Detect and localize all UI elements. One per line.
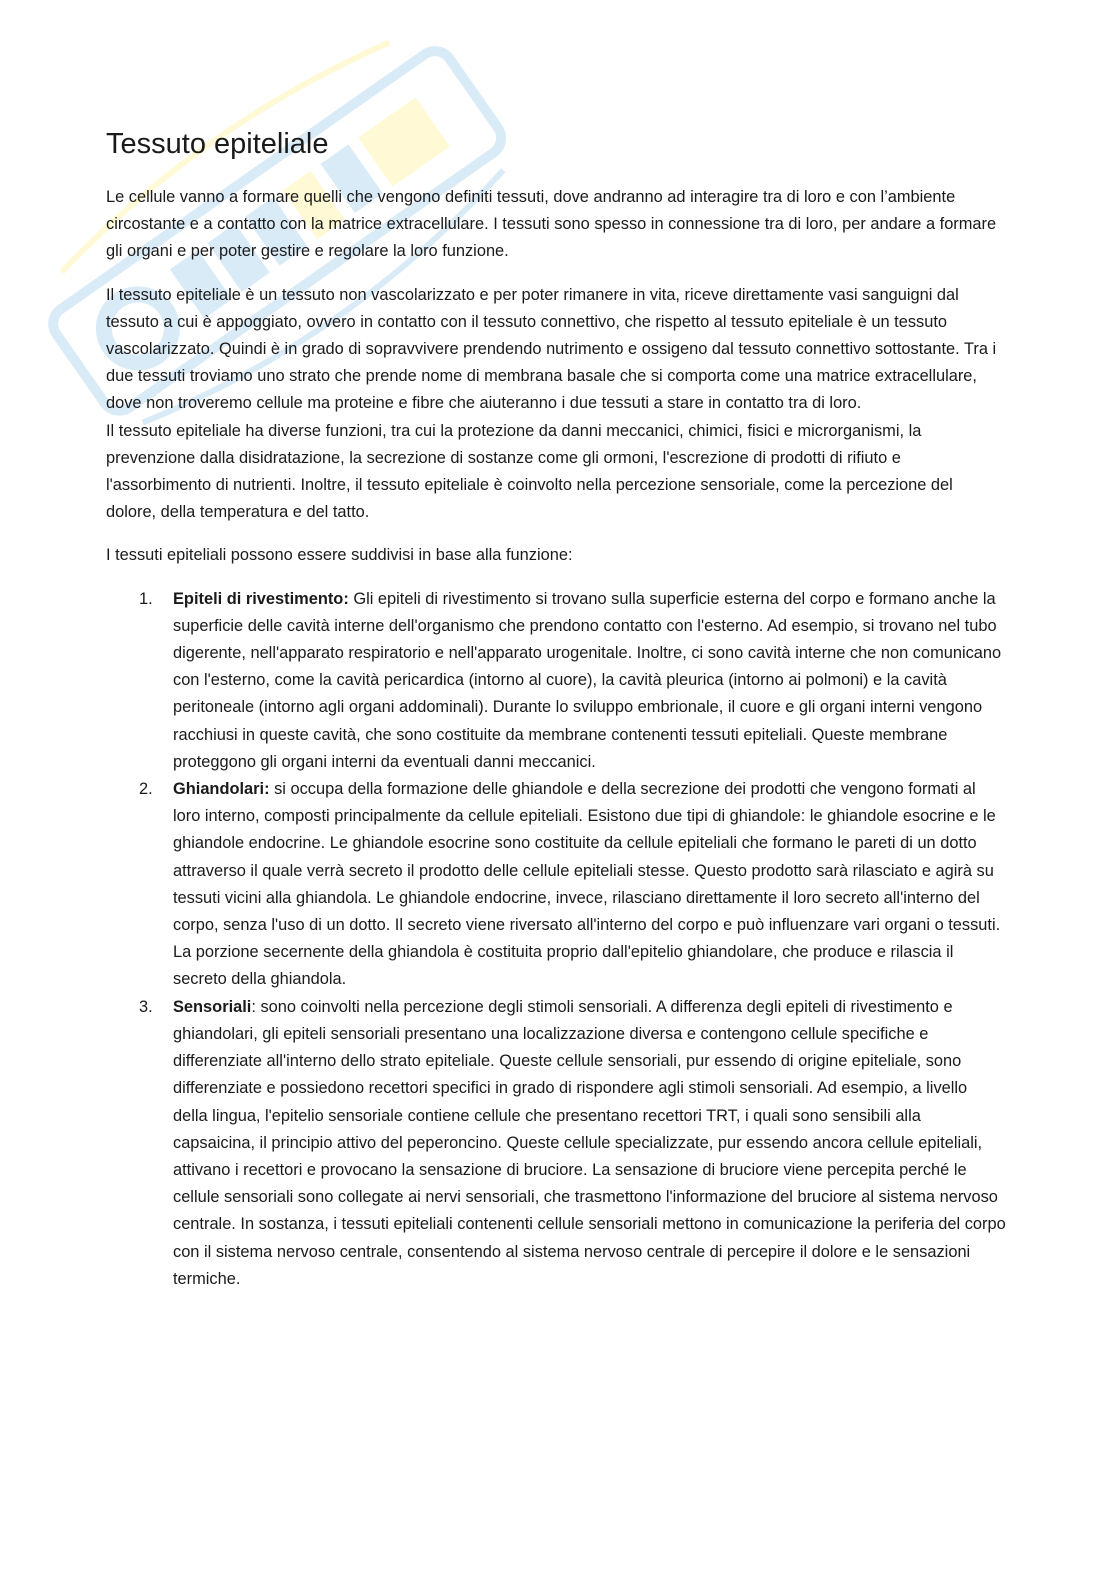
list-item [106, 776, 1006, 994]
paragraph-functions: Il tessuto epiteliale ha diverse funzioni, tra cui la protezione da danni meccanici, chimici, fisici e microrganismi, la prevenzione dalla disidratazione, la secrezione di sostanze come gli ormoni, l'escrezione di prodotti di rifiuto e l'assorbimento di nutrienti. Inoltre, il tessuto epiteliale è coinvolto nella percezione sensoriale, come la percezione del dolore, della temperatura e del tatto. [106, 421, 953, 522]
list-item-number: 3. [139, 997, 153, 1016]
list-item-term: Epiteli di rivestimento: [173, 589, 349, 608]
list-item [106, 586, 1006, 776]
document-page [106, 126, 1006, 1293]
list-item-text: : sono coinvolti nella percezione degli stimoli sensoriali. A differenza degli epiteli di rivestimento e ghiandolari, gli epiteli sensoriali presentano una localizzazione diversa e contengono cellule specifiche e differenziate all'interno dello strato epiteliale. Queste cellule sensoriali, pur essendo di origine epiteliale, sono differenziate e possiedono recettori specifici in grado di rispondere agli stimoli sensoriali. Ad esempio, a livello della lingua, l'epitelio sensoriale contiene cellule che presentano recettori TRT, i quali sono sensibili alla capsaicina, il principio attivo del peperoncino. Queste cellule specializzate, pur essendo ancora cellule epiteliali, attivano i recettori e provocano la sensazione di bruciore. La sensazione di bruciore viene percepita perché le cellule sensoriali sono collegate ai nervi sensoriali, che trasmettono l'informazione del bruciore al sistema nervoso centrale. In sostanza, i tessuti epiteliali contenenti cellule sensoriali mettono in comunicazione la periferia del corpo con il sistema nervoso centrale, consentendo al sistema nervoso centrale di percepire il dolore e le sensazioni termiche. [173, 997, 1006, 1288]
paragraph-vascularization: Il tessuto epiteliale è un tessuto non vascolarizzato e per poter rimanere in vita, riceve direttamente vasi sanguigni dal tessuto a cui è appoggiato, ovvero in contatto con il tessuto connettivo, che rispetto al tessuto epiteliale è un tessuto vascolarizzato. Quindi è in grado di sopravvivere prendendo nutrimento e ossigeno dal tessuto connettivo sottostante. Tra i due tessuti troviamo uno strato che prende nome di membrana basale che si comporta come una matrice extracellulare, dove non troveremo cellule ma proteine e fibre che aiuteranno i due tessuti a stare in contatto tra di loro. [106, 285, 997, 413]
list-item-number: 1. [139, 589, 153, 608]
paragraph-classification: I tessuti epiteliali possono essere suddivisi in base alla funzione: [106, 546, 573, 565]
list-item-text: si occupa della formazione delle ghiandole e della secrezione dei prodotti che vengono formati al loro interno, composti principalmente da cellule epiteliali. Esistono due tipi di ghiandole: le ghiandole esocrine e le ghiandole endocrine. Le ghiandole esocrine sono costituite da cellule epiteliali che formano le pareti di un dotto attraverso il quale verrà secreto il prodotto delle cellule epiteliali stesse. Questo prodotto sarà rilasciato e agirà su tessuti vicini alla ghiandola. Le ghiandole endocrine, invece, rilasciano direttamente il loro secreto all'interno del corpo, senza l'uso di un dotto. Il secreto viene riversato all'interno del corpo e può influenzare vari organi o tessuti. La porzione secernente della ghiandola è costituita proprio dall'epitelio ghiandolare, che produce e rilascia il secreto della ghiandola. [173, 780, 1001, 989]
list-item [106, 994, 1006, 1293]
page-title: Tessuto epiteliale [106, 128, 329, 160]
list-item-text: Gli epiteli di rivestimento si trovano sulla superficie esterna del corpo e formano anche la superficie delle cavità interne dell'organismo che prendono contatto con l'esterno. Ad esempio, si trovano nel tubo digerente, nell'apparato respiratorio e nell'apparato urogenitale. Inoltre, ci sono cavità interne che non comunicano con l'esterno, come la cavità pericardica (intorno al cuore), la cavità pleurica (intorno ai polmoni) e la cavità peritoneale (intorno agli organi addominali). Durante lo sviluppo embrionale, il cuore e gli organi interni vengono racchiusi in queste cavità, che sono costituite da membrane contenenti tessuti epiteliali. Queste membrane proteggono gli organi interni da eventuali danni meccanici. [173, 589, 1002, 771]
list-item-term: Ghiandolari: [173, 780, 270, 799]
epithelium-types-list [106, 586, 1006, 1293]
list-item-number: 2. [139, 780, 153, 799]
paragraph-intro: Le cellule vanno a formare quelli che vengono definiti tessuti, dove andranno ad interagire tra di loro e con l’ambiente circostante e a contatto con la matrice extracellulare. I tessuti sono spesso in connessione tra di loro, per andare a formare gli organi e per poter gestire e regolare la loro funzione. [106, 188, 997, 261]
list-item-term: Sensoriali [173, 997, 252, 1016]
